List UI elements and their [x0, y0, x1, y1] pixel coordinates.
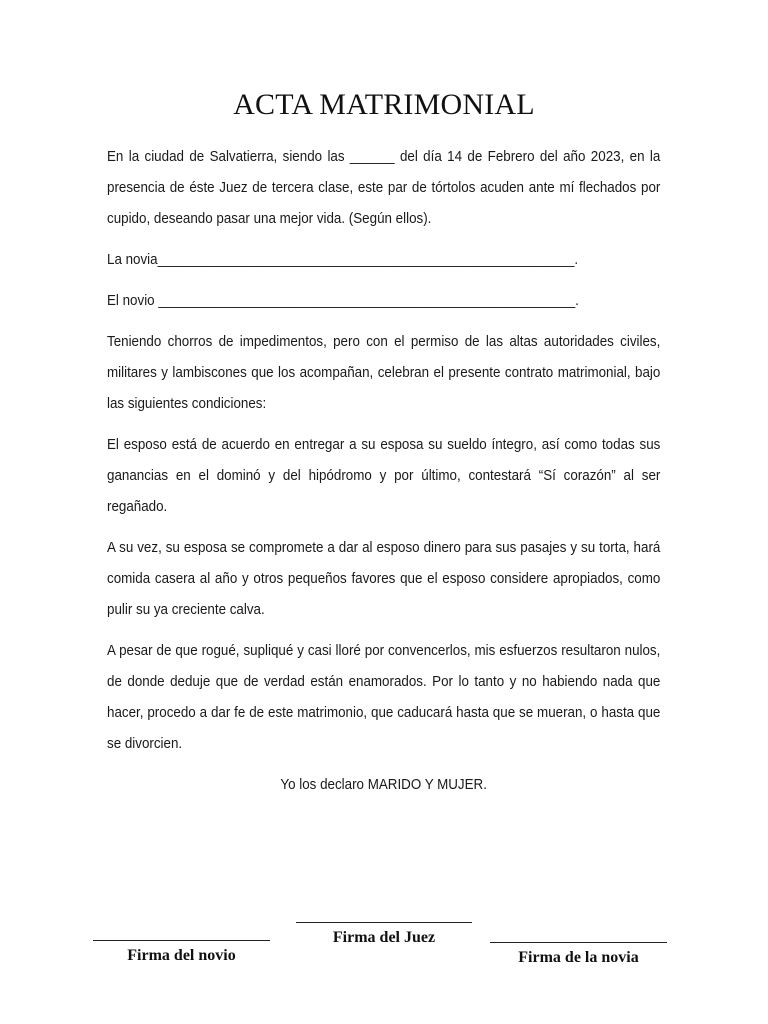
signature-label-juez: Firma del Juez	[332, 929, 436, 946]
signature-line	[296, 922, 472, 923]
document-title: ACTA MATRIMONIAL	[233, 88, 535, 121]
paragraph-esposo: El esposo está de acuerdo en entregar a su esposa su sueldo íntegro, así como todas sus ganancias en el dominó y del hipódromo y por último, contestará “Sí corazón” al ser regañado.	[107, 437, 661, 515]
signature-juez	[296, 922, 472, 947]
signature-novio	[93, 940, 270, 965]
paragraph-intro: En la ciudad de Salvatierra, siendo las ______ del día 14 de Febrero del año 2023, en la presencia de éste Juez de tercera clase, este par de tórtolos acuden ante mí flechados por cupido, deseando pasar una mejor vida. (Según ellos).	[107, 149, 661, 227]
document-body	[107, 142, 660, 811]
declaration: Yo los declaro MARIDO Y MUJER.	[280, 777, 487, 793]
signature-label-novio: Firma del novio	[127, 947, 236, 964]
paragraph-novia-line: La novia________________________________________________________.	[107, 252, 579, 268]
signature-novia	[490, 942, 667, 967]
paragraph-esposa: A su vez, su esposa se compromete a dar al esposo dinero para sus pasajes y su torta, hará comida casera al año y otros pequeños favores que el esposo considere apropiados, como pulir su ya creciente calva.	[107, 540, 661, 618]
signature-label-novia: Firma de la novia	[518, 949, 639, 966]
paragraph-impedimentos: Teniendo chorros de impedimentos, pero con el permiso de las altas autoridades civiles, militares y lambiscones que los acompañan, celebran el presente contrato matrimonial, bajo las siguientes condiciones:	[107, 334, 661, 412]
signature-line	[93, 940, 270, 941]
signature-line	[490, 942, 667, 943]
paragraph-novio-line: El novio ________________________________________________________.	[107, 293, 579, 309]
paragraph-conclusion: A pesar de que rogué, supliqué y casi lloré por convencerlos, mis esfuerzos resultaron nulos, de donde deduje que de verdad están enamorados. Por lo tanto y no habiendo nada que hacer, procedo a dar fe de este matrimonio, que caducará hasta que se mueran, o hasta que se divorcien.	[107, 643, 661, 752]
